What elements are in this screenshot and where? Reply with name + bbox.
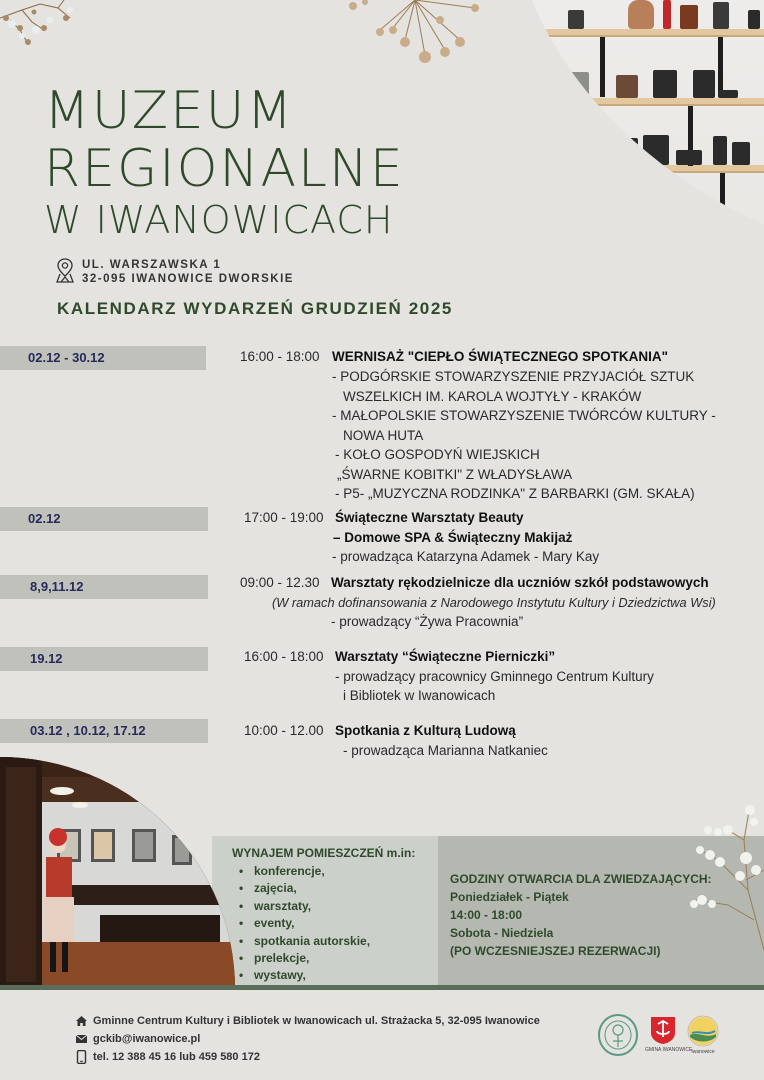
title-line-2: REGIONALNE <box>44 139 405 199</box>
opening-hours <box>450 870 712 960</box>
gmina-caption: GMINA IWANOWICE <box>645 1047 693 1053</box>
hours-title: GODZINY OTWARCIA DLA ZWIEDZAJĄCYCH: <box>450 872 712 886</box>
event-detail: - prowadzący “Żywa Pracownia” <box>331 614 524 629</box>
hours-weekdays-label: Poniedziałek - Piątek <box>450 890 569 904</box>
event-time: 17:00 - 19:00 <box>244 510 324 525</box>
footer-contact <box>76 1012 540 1066</box>
event-detail: - prowadząca Marianna Natkaniec <box>343 743 548 758</box>
event-title: Warsztaty rękodzielnicze dla uczniów szkół podstawowych <box>331 575 709 590</box>
footer-email-link[interactable]: gckib@iwanowice.pl <box>93 1033 201 1045</box>
museum-title <box>44 81 405 242</box>
calendar-title: KALENDARZ WYDARZEŃ GRUDZIEŃ 2025 <box>57 299 453 318</box>
address-city: 32-095 IWANOWICE DWORSKIE <box>82 273 294 285</box>
event-detail: „ŚWARNE KOBITKI" Z WŁADYSŁAWA <box>337 466 573 482</box>
rental-title: WYNAJEM POMIESZCZEŃ m.in: <box>232 846 416 860</box>
mail-icon <box>76 1035 87 1043</box>
event-detail: - prowadząca Katarzyna Adamek - Mary Kay <box>332 549 600 564</box>
bottom-divider-stripe <box>0 985 764 990</box>
event-title: Warsztaty “Świąteczne Pierniczki” <box>335 649 556 664</box>
event-title: WERNISAŻ "CIEPŁO ŚWIĄTECZNEGO SPOTKANIA" <box>332 349 669 364</box>
museum-room-photo <box>0 757 235 989</box>
rental-item: • prelekcje, <box>238 950 370 967</box>
museum-shelves-photo <box>508 0 764 280</box>
iwanowice-caption: Iwanowice <box>691 1049 715 1055</box>
phone-icon <box>76 1050 87 1064</box>
rental-item: • konferencje, <box>238 863 370 880</box>
event-detail: - MAŁOPOLSKIE STOWARZYSZENIE TWÓRCÓW KULTURY - <box>332 408 716 423</box>
title-line-3: W IWANOWICACH <box>44 198 394 242</box>
event-detail: - KOŁO GOSPODYŃ WIEJSKICH <box>335 447 540 462</box>
event-date: 19.12 <box>0 647 208 671</box>
event-date: 02.12 <box>0 507 208 531</box>
event-detail: - P5- „MUZYCZNA RODZINKA" Z BARBARKI (GM. SKAŁA) <box>335 486 695 501</box>
rental-item: • warsztaty, <box>238 898 370 915</box>
iwanowice-brand-logo <box>687 1015 719 1059</box>
partner-logos <box>597 1013 719 1061</box>
dried-flower-decoration-icon <box>0 0 80 60</box>
event-date: 02.12 - 30.12 <box>0 346 206 370</box>
event-time: 16:00 - 18:00 <box>240 349 320 364</box>
event-title: Świąteczne Warsztaty Beauty <box>335 510 524 525</box>
event-date: 8,9,11.12 <box>0 575 208 599</box>
rental-list <box>238 863 370 985</box>
event-funding-note: (W ramach dofinansowania z Narodowego Instytutu Kultury i Dziedzictwa Wsi) <box>272 595 716 610</box>
hours-weekend-note: (PO WCZESNIEJSZEJ REZERWACJI) <box>450 944 661 958</box>
event-subtitle: – Domowe SPA & Świąteczny Makijaż <box>333 529 573 545</box>
rental-item: • spotkania autorskie, <box>238 933 370 950</box>
event-time: 16:00 - 18:00 <box>244 649 324 664</box>
event-detail: - PODGÓRSKIE STOWARZYSZENIE PRZYJACIÓŁ SZTUK <box>332 369 695 384</box>
museum-seal-logo <box>597 1013 639 1061</box>
rental-item: • zajęcia, <box>238 880 370 897</box>
dried-umbel-flower-icon <box>345 0 495 75</box>
rental-item: • wystawy, <box>238 967 370 984</box>
museum-address <box>56 258 294 286</box>
event-detail: i Bibliotek w Iwanowicach <box>343 688 496 703</box>
event-detail: - prowadzący pracownicy Gminnego Centrum Kultury <box>335 668 654 684</box>
rental-item: • eventy, <box>238 915 370 932</box>
hours-weekdays-time: 14:00 - 18:00 <box>450 908 523 922</box>
gmina-iwanowice-crest <box>645 1015 693 1059</box>
white-flower-decoration-icon <box>688 800 764 950</box>
address-street: UL. WARSZAWSKA 1 <box>82 259 222 271</box>
footer-phone: tel. 12 388 45 16 lub 459 580 172 <box>93 1051 260 1063</box>
hours-weekend-label: Sobota - Niedziela <box>450 926 554 940</box>
event-title: Spotkania z Kulturą Ludową <box>335 723 516 738</box>
event-detail: NOWA HUTA <box>343 427 424 443</box>
exhibition-room-illustration-icon <box>0 757 235 989</box>
home-icon <box>76 1016 87 1026</box>
map-pin-icon <box>56 258 74 284</box>
event-time: 09:00 - 12.30 <box>240 575 320 590</box>
event-detail: WSZELKICH IM. KAROLA WOJTYŁY - KRAKÓW <box>343 388 642 404</box>
event-time: 10:00 - 12.00 <box>244 723 324 738</box>
footer-address: Gminne Centrum Kultury i Bibliotek w Iwanowicach ul. Strażacka 5, 32-095 Iwanowice <box>93 1015 540 1027</box>
title-line-1: MUZEUM <box>44 81 295 141</box>
event-date: 03.12 , 10.12, 17.12 <box>0 719 208 743</box>
